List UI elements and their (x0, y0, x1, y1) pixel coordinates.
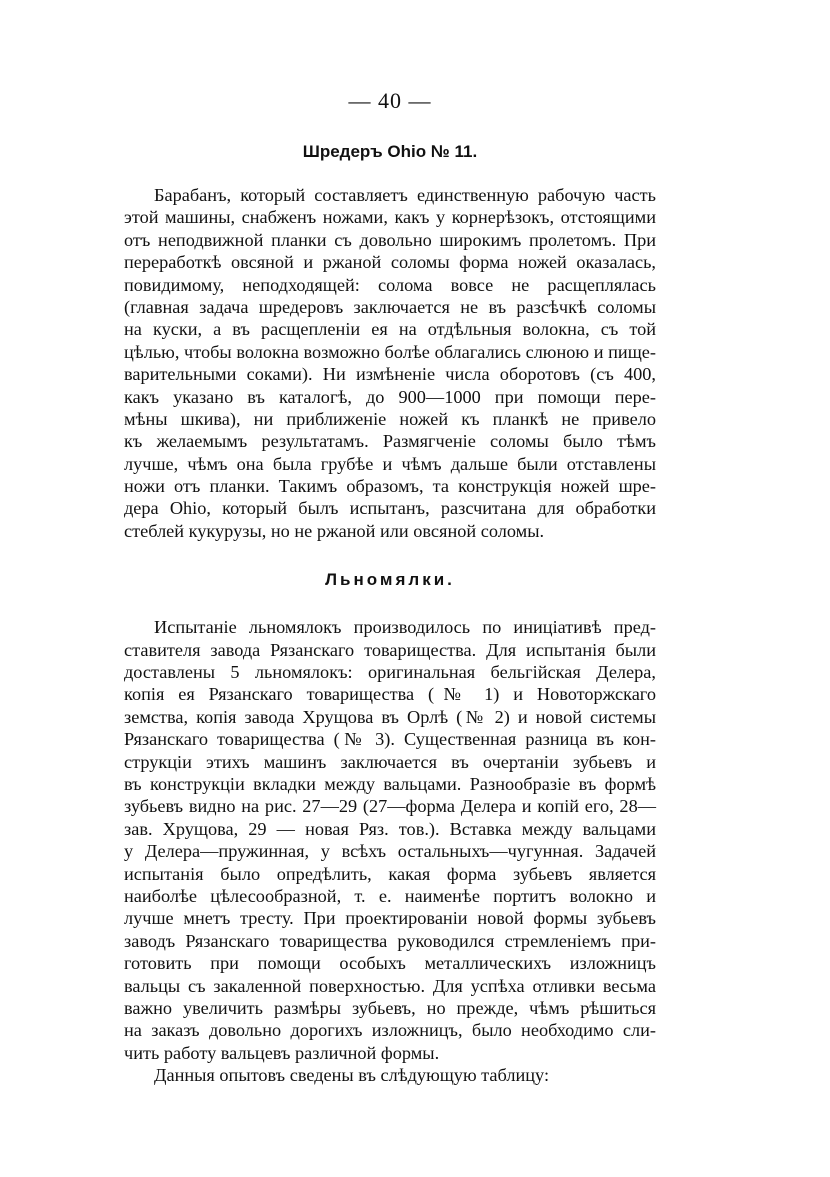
paragraph-lnomyalki-1 (124, 616, 656, 1064)
text-line: этой машины, снабженъ ножами, какъ у корнерѣзокъ, отстоящими (124, 207, 656, 228)
text-line: струкціи этихъ машинъ заключается въ очертаніи зубьевъ и (124, 751, 656, 772)
page-number: — 40 — (348, 88, 432, 113)
text-line: готовить при помощи особыхъ металлическихъ изложницъ (124, 953, 656, 974)
text-line: переработкѣ овсяной и ржаной соломы форма ножей оказалась, (124, 252, 656, 273)
section-title-shreder: Шредеръ Ohio № 11. (302, 142, 478, 161)
text-line: какъ указано въ каталогѣ, до 900—1000 при помощи пере- (124, 386, 656, 407)
text-line: цѣлью, чтобы волокна возможно болѣе облагались слюною и пище- (124, 341, 656, 362)
text-line: ставителя завода Рязанскаго товарищества. Для испытанія были (124, 639, 656, 660)
text-line: зубьевъ видно на рис. 27—29 (27—форма Делера и копій его, 28— (124, 796, 656, 817)
text-line: земства, копія завода Хрущова въ Орлѣ (№ 2) и новой системы (124, 706, 656, 727)
text-line: зав. Хрущова, 29 — новая Ряз. тов.). Вставка между вальцами (124, 818, 656, 839)
text-line: варительными соками). Ни измѣненіе числа оборотовъ (съ 400, (124, 364, 656, 385)
text-line: заводъ Рязанскаго товарищества руководился стремленіемъ при- (124, 930, 656, 951)
section-title-lnomyalki: Льномялки. (325, 570, 455, 590)
text-line: Рязанскаго товарищества (№ 3). Существенная разница въ кон- (124, 729, 656, 750)
text-line: у Делера—пружинная, у всѣхъ остальныхъ—чугунная. Задачей (124, 841, 656, 862)
text-line: чить работу вальцевъ различной формы. (124, 1042, 440, 1063)
text-line: Испытаніе льномялокъ производилось по иниціативѣ пред- (154, 617, 656, 638)
text-line: отъ неподвижной планки съ довольно широкимъ пролетомъ. При (124, 229, 656, 250)
text-line: Данныя опытовъ сведены въ слѣдующую таблицу: (154, 1065, 550, 1086)
text-line: Барабанъ, который составляетъ единственную рабочую часть (154, 185, 656, 205)
text-line: наиболѣе цѣлесообразной, т. е. наименѣе портитъ волокно и (124, 885, 656, 906)
text-line: доставлены 5 льномялокъ: оригинальная бельгійская Делера, (124, 662, 656, 683)
text-line: въ конструкціи вкладки между вальцами. Разнообразіе въ формѣ (124, 773, 656, 794)
text-line: къ желаемымъ результатамъ. Размягченіе соломы было тѣмъ (124, 431, 656, 452)
text-line: вальцы съ закаленной поверхностью. Для успѣха отливки весьма (124, 975, 656, 996)
text-line: повидимому, неподходящей: солома вовсе не расщеплялась (124, 274, 656, 295)
text-line: (главная задача шредеровъ заключается не въ разсѣчкѣ соломы (124, 296, 656, 317)
paragraph-shreder (124, 184, 656, 542)
text-line: мѣны шкива), ни приближеніе ножей къ планкѣ не привело (124, 408, 656, 429)
text-line: лучше, чѣмъ она была грубѣе и чѣмъ дальше были отставлены (124, 453, 656, 474)
text-line: дера Ohio, который былъ испытанъ, разсчитана для обработки (124, 498, 656, 519)
page (124, 88, 656, 1086)
text-line: на заказъ довольно дорогихъ изложницъ, было необходимо сли- (124, 1020, 656, 1041)
text-line: копія ея Рязанскаго товарищества (№ 1) и Новоторжскаго (124, 684, 656, 705)
text-line: испытанія было опредѣлить, какая форма зубьевъ является (124, 863, 656, 884)
text-line: на куски, а въ расщепленіи ея на отдѣльныя волокна, съ той (124, 319, 656, 340)
text-line: стеблей кукурузы, но не ржаной или овсяной соломы. (124, 520, 545, 541)
paragraph-lnomyalki-2 (124, 1064, 656, 1086)
text-line: важно увеличить размѣры зубьевъ, но прежде, чѣмъ рѣшиться (124, 997, 656, 1018)
text-line: лучше мнетъ тресту. При проектированіи новой формы зубьевъ (124, 908, 656, 929)
text-line: ножи отъ планки. Такимъ образомъ, та конструкція ножей шре- (124, 476, 656, 497)
